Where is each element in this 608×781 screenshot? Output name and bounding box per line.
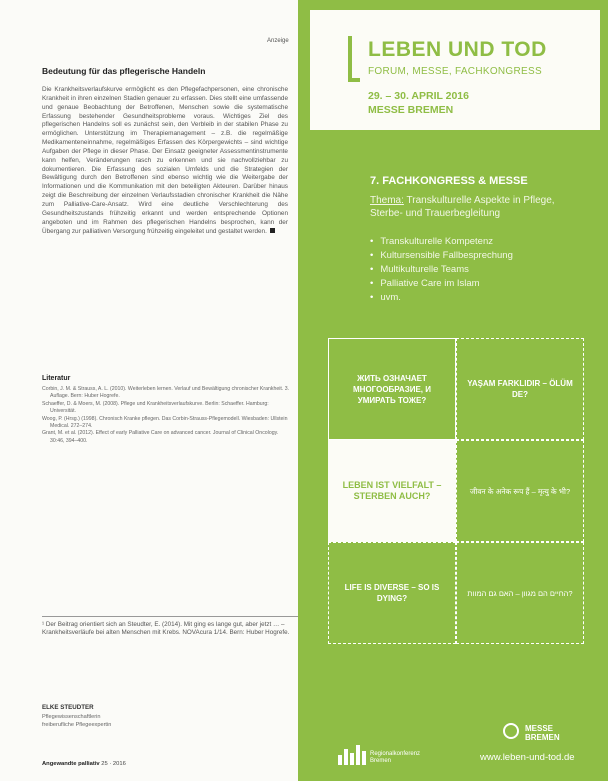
puzzle-piece-german <box>328 440 456 542</box>
topic-item: • Palliative Care im Islam <box>370 277 513 291</box>
issue-number: 25 · 2016 <box>101 761 126 767</box>
puzzle-piece-hindi <box>456 440 584 542</box>
issue-brand: Angewandte palliativ <box>42 761 100 767</box>
puzzle-piece-hebrew <box>456 542 584 644</box>
section-heading: Bedeutung für das pflegerische Handeln <box>42 66 206 76</box>
puzzle-text: ЖИТЬ ОЗНАЧАЕТ МНОГООБРАЗИЕ, И УМИРАТЬ ТОЖЕ? <box>353 373 431 405</box>
messe-logo-icon <box>503 723 519 739</box>
regional-logo-text: Regionalkonferenz Bremen <box>370 751 421 764</box>
ad-label: Anzeige <box>267 38 289 44</box>
ad-theme <box>370 194 590 220</box>
topic-item: • Transkulturelle Kompetenz <box>370 235 513 249</box>
topic-item: • Kultursensible Fallbesprechung <box>370 249 513 263</box>
puzzle-text: LEBEN IST VIELFALT – STERBEN AUCH? <box>342 480 442 501</box>
author-roles <box>42 713 111 729</box>
literature-list <box>42 386 290 445</box>
theme-label: Thema: <box>370 195 404 206</box>
puzzle-text: जीवन के अनेक रूप हैं – मृत्यु के भी? <box>469 486 571 496</box>
messe-logo-text: MESSE BREMEN <box>525 724 560 742</box>
topic-list <box>370 235 513 305</box>
ad-date: 29. – 30. APRIL 2016 <box>368 90 469 102</box>
article-column <box>22 0 292 781</box>
puzzle-piece-russian <box>328 338 456 440</box>
issue-info <box>42 761 126 767</box>
author-name: ELKE STEUDTER <box>42 704 94 711</box>
ad-venue: MESSE BREMEN <box>368 104 454 116</box>
puzzle-text: LIFE IS DIVERSE – SO IS DYING? <box>344 583 440 603</box>
website-link[interactable]: www.leben-und-tod.de <box>480 752 575 763</box>
theme-text: Transkulturelle Aspekte in Pflege, Sterbe- und Trauerbegleitung <box>370 195 555 219</box>
regional-logo <box>338 725 428 765</box>
body-paragraph: Die Krankheitsverlaufskurve ermöglicht es den Pflegefachpersonen, eine chronische Krankheit in ihren einzelnen Stadien genauer zu erfassen. Dies stellt eine umfassende und genaue Beobachtung der Betroffenen, Menschen sowie die systematische Erfassung bestehender Gesundheitsprobleme voraus. Wichtiges Ziel des pflegerischen Handelns soll es zunächst sein, den Verbleib in der stabilen Phase zu ermöglichen. Unterstützung im Therapiemanagement – z.B. die regelmäßige Medikamenteneinnahme, regelmäßiges Erfassen des Körpergewichts – sind wichtige Aufgaben der Pflege in dieser Phase. Der Einsatz geeigneter Assessmentinstrumente kann helfen, Veränderungen rasch zu erkennen und sie nachvollziehbar zu dokumentieren. Die Erfassung des sozialen Umfelds und die Strategien der Bewältigung durch den Betroffenen sind ebenso wichtig wie die Weitergabe der Informationen und die Kommunikation mit den beteiligten Akteuren. Darüber hinaus zeigt die Beschreibung der einzelnen Verlaufsstadien chronischer Krankheit die Nähe zum Palliative-Care-Ansatz. Wird eine deutliche Verschlechterung des Gesundheitszustands frühzeitig erkannt und werden entsprechende Optionen angeboten und im Rahmen des pflegerischen Handelns besprochen, kann der Übergang zur palliativen Versorgung frühzeitig eingeleitet und gestaltet werden. <box>42 86 288 235</box>
body-text <box>42 86 288 236</box>
literature-heading: Literatur <box>42 375 71 382</box>
footnote: ¹ Der Beitrag orientiert sich an Steudter, E. (2014). Mit ging es lange gut, aber jetzt … – Krankheitsverläufe bei alten Menschen mit Krebs. NOVAcura 1/14. Bern: Huber Hogrefe. <box>42 616 300 638</box>
literature-item: Schaeffer, D. & Moers, M. (2008). Pflege und Krankheitsverlaufskurve. Berlin: Schaeffer. Hamburg: Universität. <box>42 400 269 415</box>
logo-corner-icon <box>348 36 360 82</box>
advertisement <box>298 0 608 781</box>
skyline-icon <box>338 745 366 765</box>
topic-item: • uvm. <box>370 291 513 305</box>
puzzle-piece-turkish <box>456 338 584 440</box>
ad-subtitle: FORUM, MESSE, FACHKONGRESS <box>368 66 542 77</box>
ad-title: LEBEN UND TOD <box>368 38 547 61</box>
end-mark-icon <box>270 228 275 233</box>
topic-item: • Multikulturelle Teams <box>370 263 513 277</box>
puzzle-grid <box>328 338 584 644</box>
puzzle-text: החיים הם מגוון – האם גם המוות? <box>467 588 573 598</box>
literature-item: Corbin, J. M. & Strauss, A. L. (2010). Weiterleben lernen. Verlauf und Bewältigung chronischer Krankheit. 3. Auflage. Bern: Huber Hogrefe. <box>42 386 290 400</box>
literature-item: Woog, P. (Hrsg.) (1998). Chronisch Kranke pflegen. Das Corbin-Strauss-Pflegemodell. Wiesbaden: Ullstein Medical. 272–274. <box>42 415 288 430</box>
ad-event: 7. FACHKONGRESS & MESSE <box>370 175 528 187</box>
author-role: Pflegewissenschaftlerin <box>42 714 101 720</box>
author-role: freiberufliche Pflegeexpertin <box>42 722 112 728</box>
puzzle-piece-english <box>328 542 456 644</box>
puzzle-text: YAŞAM FARKLIDIR – ÖLÜM DE? <box>467 379 573 399</box>
literature-item: Grant, M. et al. (2012). Effect of early Palliative Care on advanced cancer. Journal of Clinical Oncology. 30:46, 394–400. <box>42 430 279 444</box>
